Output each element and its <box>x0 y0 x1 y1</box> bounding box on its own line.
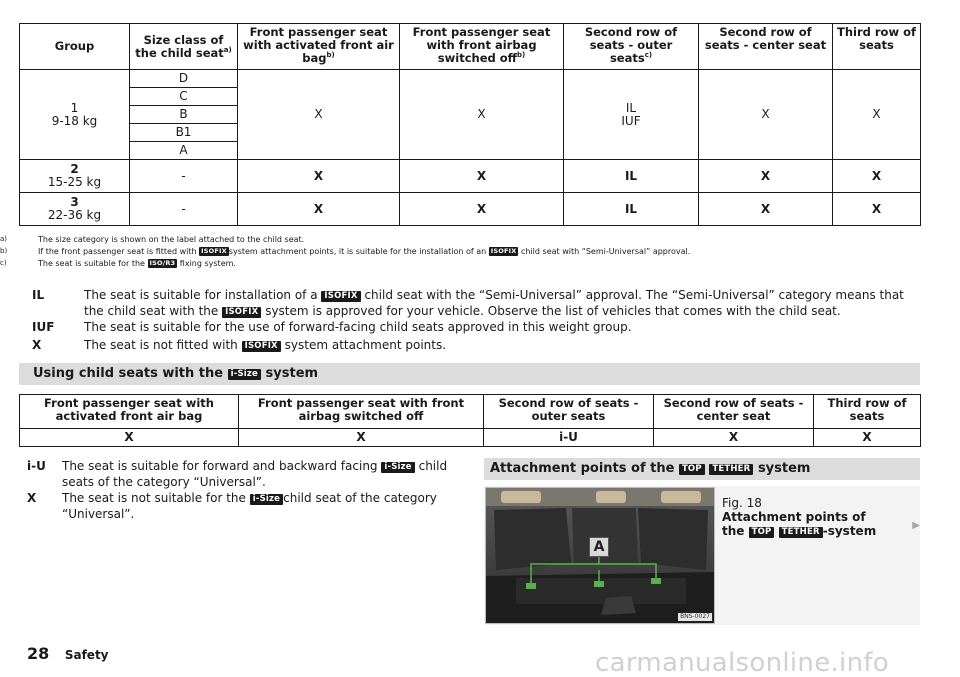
group-2-cell <box>20 160 130 193</box>
table-row <box>20 160 921 193</box>
header-third-row: Third row of seats <box>814 395 921 429</box>
size-class-cell: D <box>130 70 238 88</box>
value-il: IL <box>625 100 637 115</box>
value-cell: X <box>238 160 400 193</box>
top-icon: TOP <box>749 527 775 538</box>
section-heading-top-tether: Attachment points of the TOP TETHER system <box>484 458 920 480</box>
group-weight: 15-25 kg <box>47 175 102 189</box>
table-row <box>20 193 921 226</box>
callout-a: A <box>589 537 609 557</box>
value-cell: X <box>238 193 400 226</box>
header-second-outer: Second row of seats - outer seats$^{c)}$ <box>564 24 699 70</box>
header-size-class: Size class of the child seat$^{a)}$ <box>130 24 238 70</box>
isofix-icon: ISOFIX <box>242 341 281 352</box>
value-cell: i-U <box>484 429 654 447</box>
figure-caption <box>722 496 892 538</box>
isize-icon: i-Size <box>381 462 414 473</box>
group-3-cell <box>20 193 130 226</box>
size-class-cell: - <box>130 193 238 226</box>
size-class-cell: B1 <box>130 124 238 142</box>
header-third-row: Third row of seats <box>833 24 921 70</box>
table-header-row <box>20 24 921 70</box>
section-heading-isize: Using child seats with the i-Size system <box>19 363 920 385</box>
continue-arrow-icon: ▶ <box>912 520 920 531</box>
header-group: Group <box>20 24 130 70</box>
group-weight: 22-36 kg <box>47 208 102 222</box>
size-class-cell: C <box>130 88 238 106</box>
table-row <box>20 70 921 88</box>
value-cell: X <box>238 70 400 160</box>
figure-title: Attachment points of the TOP TETHER -system <box>722 510 877 538</box>
group-number: 3 <box>70 195 79 209</box>
group-number: 1 <box>70 100 79 115</box>
header-front-activated: Front passenger seat with activated front air bag$^{b)}$ <box>238 24 400 70</box>
value-cell <box>564 70 699 160</box>
figure-label: Fig. 18 <box>722 496 762 510</box>
value-cell: IL <box>564 160 699 193</box>
value-cell: IL <box>564 193 699 226</box>
value-cell: X <box>699 193 833 226</box>
page-footer <box>27 644 109 663</box>
value-cell: X <box>833 70 921 160</box>
table-header-row <box>20 395 921 429</box>
header-front-activated: Front passenger seat with activated front air bag <box>20 395 239 429</box>
header-second-outer: Second row of seats - outer seats <box>484 395 654 429</box>
header-front-off: Front passenger seat with front airbag switched off <box>239 395 484 429</box>
group-weight: 9-18 kg <box>51 113 98 128</box>
isofix-icon: ISOFIX <box>490 247 517 255</box>
definition-il: IL The seat is suitable for installation of a ISOFIX child seat with the “Semi-Universal” approval. The “Semi-Universal” category means that the child seat with the ISOFIX system is approved for your vehicle. Observe the list of vehicles that comes with the child seat. <box>32 288 904 318</box>
page-number: 28 <box>27 644 50 663</box>
header-front-off: Front passenger seat with front airbag switched off$^{b)}$ <box>400 24 564 70</box>
figure-18 <box>484 486 920 625</box>
iso-r3-icon: ISO/R3 <box>149 259 176 267</box>
size-class-cell: A <box>130 142 238 160</box>
size-class-cell: - <box>130 160 238 193</box>
value-iuf: IUF <box>621 113 641 128</box>
value-cell: X <box>814 429 921 447</box>
value-cell: X <box>20 429 239 447</box>
value-cell: X <box>400 70 564 160</box>
watermark: carmanualsonline.info <box>595 648 890 677</box>
group-number: 2 <box>70 162 79 176</box>
value-cell: X <box>699 70 833 160</box>
tether-icon: TETHER <box>709 464 753 475</box>
header-second-center: Second row of seats - center seat <box>699 24 833 70</box>
tether-icon: TETHER <box>779 527 823 538</box>
value-cell: X <box>833 193 921 226</box>
value-cell: X <box>239 429 484 447</box>
top-icon: TOP <box>679 464 705 475</box>
value-cell: X <box>699 160 833 193</box>
value-cell: X <box>654 429 814 447</box>
isofix-icon: ISOFIX <box>321 291 360 302</box>
header-second-center: Second row of seats - center seat <box>654 395 814 429</box>
isize-icon: i-Size <box>250 494 283 505</box>
isofix-icon: ISOFIX <box>201 247 227 255</box>
size-class-cell: B <box>130 106 238 124</box>
value-cell: X <box>400 160 564 193</box>
photo-code: BNS-0027 <box>680 613 710 620</box>
isofix-icon: ISOFIX <box>222 307 261 318</box>
table-row <box>20 429 921 447</box>
isize-table <box>19 394 921 447</box>
isize-icon: i-Size <box>228 369 261 380</box>
footer-section: Safety <box>64 648 109 662</box>
value-cell: X <box>833 160 921 193</box>
group-1-cell <box>20 70 130 160</box>
child-seat-group-table <box>19 23 921 226</box>
rear-seat-photo <box>485 487 715 624</box>
value-cell: X <box>400 193 564 226</box>
